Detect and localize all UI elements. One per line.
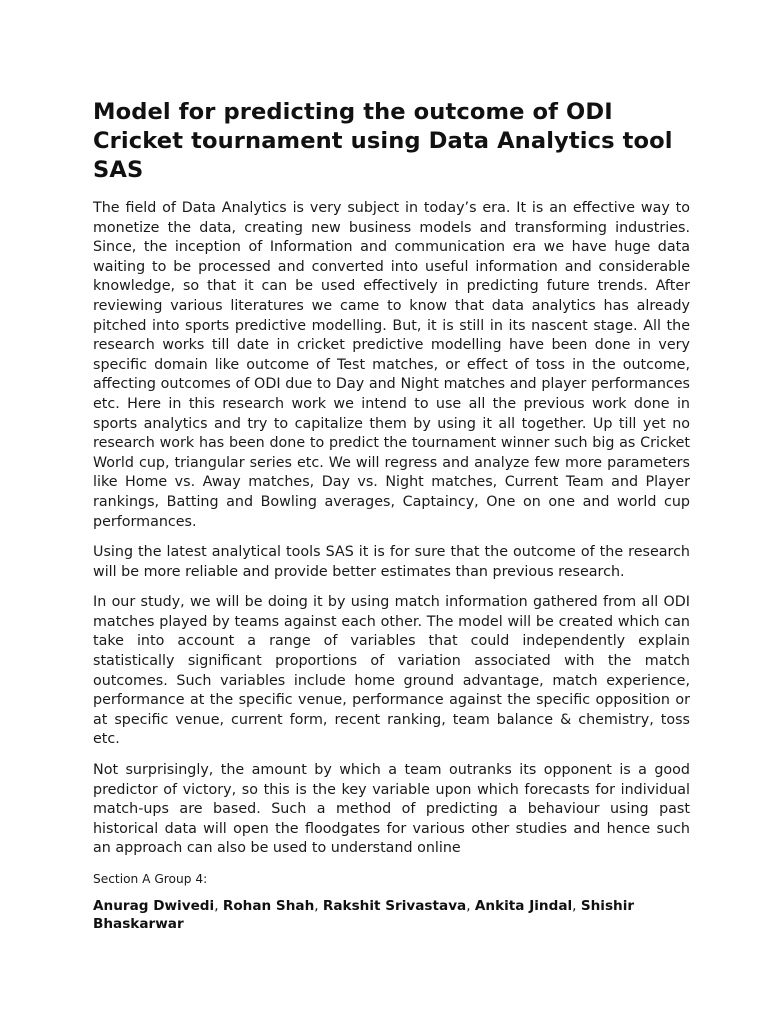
author-name: Ankita Jindal	[474, 898, 573, 915]
paragraph-tools: Using the latest analytical tools SAS it is for sure that the outcome of the research will be more reliable and provide better estimates than previous research.	[93, 544, 690, 580]
paragraph-prediction: Not surprisingly, the amount by which a team outranks its opponent is a good predictor of victory, so this is the key variable upon which forecasts for individual match-ups are based. Such a method of predicting a behaviour using past historical data will open the floodgates for various other studies and hence such an approach can also be used to understand online	[93, 762, 690, 857]
author-name: Rohan Shah	[222, 898, 315, 915]
document-page	[93, 98, 690, 933]
author-separator: ,	[572, 898, 581, 915]
author-name: Shishir Bhaskarwar	[93, 898, 635, 933]
author-name: Rakshit Srivastava	[322, 898, 467, 915]
author-separator: ,	[466, 898, 475, 915]
author-separator: ,	[314, 898, 323, 915]
paragraph-intro: The field of Data Analytics is very subject in today’s era. It is an effective way to monetize the data, creating new business models and transforming industries. Since, the inception of Information and communication era we have huge data waiting to be processed and converted into useful information and considerable knowledge, so that it can be used effectively in predicting future trends. After reviewing various literatures we came to know that data analytics has already pitched into sports predictive modelling. But, it is still in its nascent stage. All the research works till date in cricket predictive modelling have been done in very specific domain like outcome of Test matches, or effect of toss in the outcome, affecting outcomes of ODI due to Day and Night matches and player performances etc. Here in this research work we intend to use all the previous work done in sports analytics and try to capitalize them by using it all together. Up till yet no research work has been done to predict the tournament winner such big as Cricket World cup, triangular series etc. We will regress and analyze few more parameters like Home vs. Away matches, Day vs. Night matches, Current Team and Player rankings, Batting and Bowling averages, Captaincy, One on one and world cup performances.	[93, 200, 690, 530]
section-label: Section A Group 4:	[93, 872, 208, 887]
author-separator: ,	[214, 898, 223, 915]
paragraph-study: In our study, we will be doing it by using match information gathered from all ODI matches played by teams against each other. The model will be created which can take into account a range of variables that could independently explain statistically significant proportions of variation associated with the match outcomes. Such variables include home ground advantage, match experience, performance at the specific venue, performance against the specific opposition or at specific venue, current form, recent ranking, team balance & chemistry, toss etc.	[93, 594, 690, 748]
author-name: Anurag Dwivedi	[93, 898, 215, 915]
document-title: Model for predicting the outcome of ODI Cricket tournament using Data Analytics tool SAS	[93, 99, 673, 183]
author-list	[93, 897, 690, 933]
